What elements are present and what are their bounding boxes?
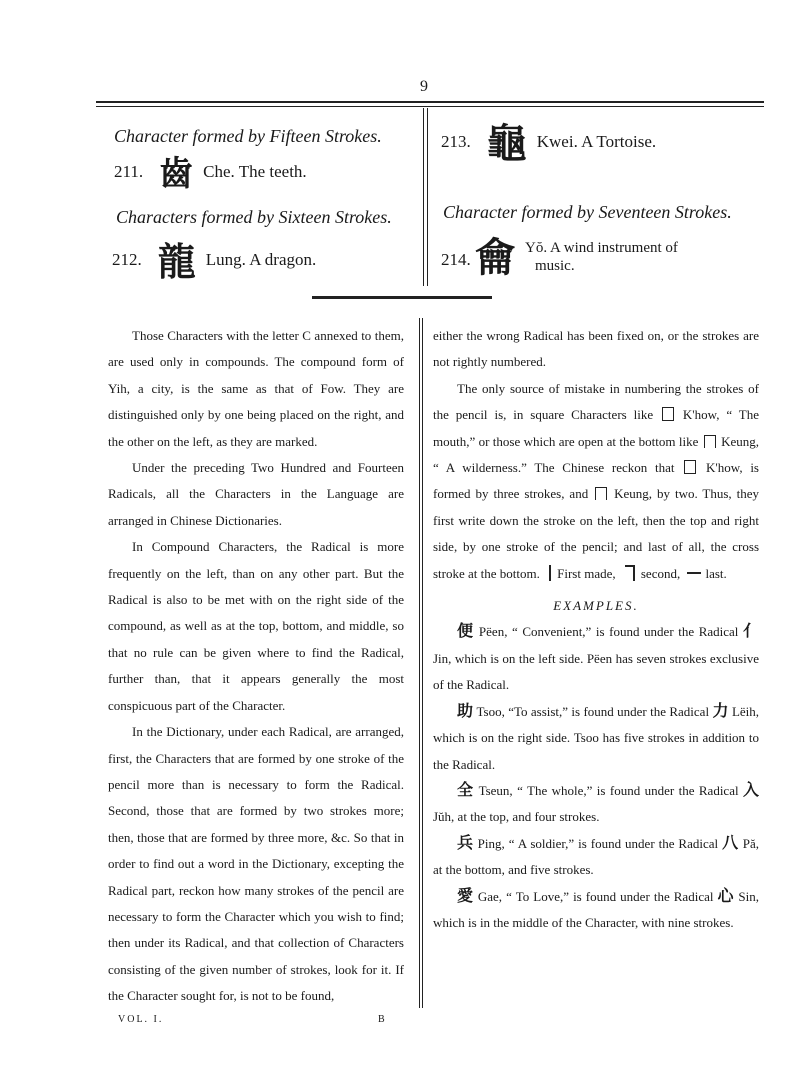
text-run: Gae, “ To Love,” is found under the Radical <box>477 888 714 904</box>
panel-divider <box>423 108 424 286</box>
radical-char: 龠 <box>475 235 515 280</box>
radical-gloss: Lung. A dragon. <box>205 250 317 269</box>
heading-fifteen-strokes: Character formed by Fifteen Strokes. <box>114 126 382 146</box>
radical-gloss: Kwei. A Tortoise. <box>536 132 657 151</box>
vertical-stroke-icon <box>549 565 551 581</box>
paragraph: In the Dictionary, under each Radical, are arranged, first, the Characters that are formed by one stroke of the pencil more than is necessary to form the Radical. Second, those that are formed by two strokes more; then, those that are formed by three more, &c. So that in order to find out a word in the Dictionary, excepting the Radical part, reckon how many strokes of the pencil are necessary to form the Character which you wish to find; then under its Radical, and that collection of Characters consisting of the given number of strokes, look for it. If the Character sought for, is not to be found, <box>108 724 404 1004</box>
example-2 <box>433 699 759 778</box>
text-run: Jin, which is on the left side. Pëen has seven strokes exclusive of the Radical. <box>433 650 759 693</box>
hook-stroke-icon <box>625 565 635 581</box>
square-stroke-icon <box>662 407 674 421</box>
radical-char: 亻 <box>742 623 759 641</box>
paragraph: either the wrong Radical has been fixed on, or the strokes are not rightly numbered. <box>433 328 759 370</box>
radical-214-row <box>441 236 771 286</box>
radical-char: 八 <box>722 834 739 852</box>
radical-number: 213. <box>441 132 471 151</box>
column-divider-2 <box>422 318 423 1008</box>
radical-char: 入 <box>743 781 760 799</box>
right-text-column <box>433 323 759 936</box>
text-run: K'how, “ The mouth,” or those which are open at the bottom like <box>433 407 759 449</box>
text-run: K'how, is formed by three strokes, and <box>433 460 759 502</box>
paragraph: In Compound Characters, the Radical is more frequently on the left, than on any other part. But the Radical is also to be met with on the right side of the compound, as well as at the top, bottom, and middle, so that no rule can be given where to find the Radical, further than, that it appears generally the most conspicuous part of the Character. <box>108 539 404 713</box>
panel-divider-2 <box>427 108 428 286</box>
radical-211-row <box>114 158 414 192</box>
text-run: Pëen, “ Convenient,” is found under the Radical <box>478 624 739 640</box>
square-stroke-icon <box>684 460 696 474</box>
page-number: 9 <box>420 78 428 95</box>
section-separator <box>312 296 492 299</box>
left-text-column <box>108 323 404 1010</box>
text-run: First made, <box>557 565 616 581</box>
text-run: Lëih, which is on the right side. Tsoo has five strokes in addition to the Radical. <box>433 703 760 772</box>
example-5 <box>433 884 759 937</box>
example-char: 兵 <box>457 834 474 852</box>
radical-char: 心 <box>717 887 735 905</box>
open-square-stroke-icon <box>595 487 607 500</box>
text-run: last. <box>705 565 727 581</box>
heading-sixteen-strokes: Characters formed by Sixteen Strokes. <box>116 207 392 227</box>
paragraph: Under the preceding Two Hundred and Fourteen Radicals, all the Characters in the Language are arranged in Chinese Dictionaries. <box>108 460 404 528</box>
example-char: 全 <box>457 781 475 799</box>
radical-number: 212. <box>112 250 142 269</box>
top-rule <box>96 101 764 103</box>
example-char: 便 <box>457 623 475 641</box>
radical-number: 211. <box>114 162 144 181</box>
paragraph <box>433 376 759 587</box>
radical-char: 龜 <box>486 121 527 166</box>
signature-mark: B <box>378 1014 387 1025</box>
text-run: Ping, “ A soldier,” is found under the Radical <box>477 835 719 851</box>
example-char: 愛 <box>457 887 474 905</box>
horizontal-stroke-icon <box>687 572 701 574</box>
text-run: second, <box>640 565 681 581</box>
heading-seventeen-strokes: Character formed by Seventeen Strokes. <box>443 202 732 222</box>
text-run: Pă, at the bottom, and five strokes. <box>433 835 759 878</box>
radical-char: 力 <box>712 702 729 720</box>
example-char: 助 <box>457 702 474 720</box>
text-run: The only source of mistake in numbering the strokes of the pencil is, in square Characters like <box>433 380 759 423</box>
example-3 <box>433 778 759 831</box>
text-run: Sin, which is in the middle of the Character, with nine strokes. <box>433 888 760 930</box>
open-square-stroke-icon <box>704 435 716 448</box>
top-rule-thin <box>96 106 764 107</box>
examples-heading: EXAMPLES. <box>553 598 639 614</box>
radical-gloss: Che. The teeth. <box>203 162 307 181</box>
paragraph: Those Characters with the letter C annexed to them, are used only in compounds. The compound form of Yih, a city, is the same as that of Fow. They are distinguished only by one being placed on the right, and the other on the left, as they are marked. <box>108 328 404 449</box>
text-run: Keung, “ A wilderness.” The Chinese reckon that <box>433 433 760 476</box>
radical-char: 齒 <box>159 156 194 193</box>
text-run: Tsoo, “To assist,” is found under the Radical <box>476 703 710 719</box>
example-1 <box>433 619 759 698</box>
radical-gloss-line-2: music. <box>535 258 575 274</box>
radical-212-row <box>112 244 412 282</box>
radical-213-row <box>441 121 761 166</box>
radical-char: 龍 <box>157 242 196 284</box>
volume-label: VOL. I. <box>118 1014 164 1025</box>
text-run: Tseun, “ The whole,” is found under the Radical <box>478 782 739 798</box>
text-run: Jŭh, at the top, and four strokes. <box>433 809 600 825</box>
text-run: Keung, by two. Thus, they first write down the stroke on the left, then the top and right side, by one stroke of the pencil; and last of all, the cross stroke at the bottom. <box>433 486 760 581</box>
example-4 <box>433 831 759 884</box>
radical-gloss-line-1: Yŏ. A wind instrument of <box>525 240 678 256</box>
radical-number: 214. <box>441 250 471 269</box>
column-divider <box>419 318 420 1008</box>
